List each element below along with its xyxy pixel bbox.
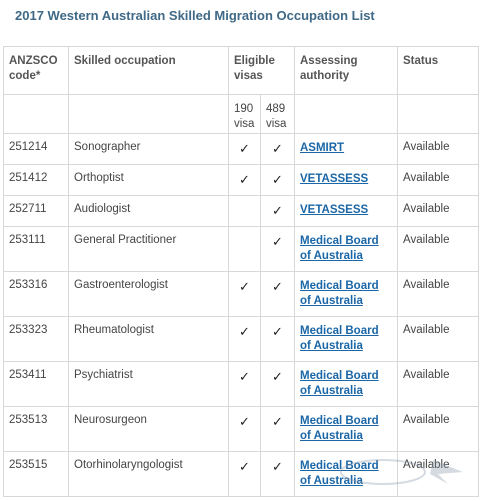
cell-assessing-authority (295, 317, 398, 362)
cell-code (4, 196, 69, 227)
authority-link[interactable] (300, 172, 393, 187)
authority-link-line-1: Medical Board (300, 370, 379, 382)
cell-code-text: 251412 (9, 172, 48, 184)
cell-occupation-text: Audiologist (74, 203, 131, 215)
cell-status (398, 317, 479, 362)
cell-occupation-text: Orthoptist (74, 172, 124, 184)
cell-visa-489 (261, 407, 295, 452)
authority-link[interactable] (300, 279, 393, 309)
authority-link[interactable] (300, 414, 393, 444)
authority-link[interactable] (300, 459, 393, 489)
authority-link[interactable] (300, 203, 393, 218)
cell-occupation (69, 317, 229, 362)
cell-visa-190 (229, 317, 261, 362)
authority-link[interactable] (300, 369, 393, 399)
cell-assessing-authority (295, 165, 398, 196)
cell-visa-190 (229, 165, 261, 196)
subheader-empty-code (4, 95, 69, 134)
check-icon: ✓ (239, 279, 250, 294)
check-icon: ✓ (272, 324, 283, 339)
cell-status (398, 407, 479, 452)
authority-link-line-1: ASMIRT (300, 142, 345, 154)
cell-occupation (69, 407, 229, 452)
cell-status-text: Available (403, 414, 450, 426)
cell-occupation-text: Psychiatrist (74, 369, 133, 381)
check-icon: ✓ (272, 234, 283, 249)
cell-code (4, 407, 69, 452)
cell-status-text: Available (403, 369, 450, 381)
cell-status-text: Available (403, 234, 450, 246)
cell-status-text: Available (403, 459, 450, 471)
cell-assessing-authority (295, 407, 398, 452)
authority-link-line-1: Medical Board (300, 325, 379, 337)
cell-code (4, 362, 69, 407)
check-icon: ✓ (272, 369, 283, 384)
cell-occupation-text: General Practitioner (74, 234, 177, 246)
table-row (4, 272, 479, 317)
cell-visa-190 (229, 272, 261, 317)
cell-assessing-authority (295, 452, 398, 497)
authority-link[interactable] (300, 234, 393, 264)
authority-link-line-1: VETASSESS (300, 204, 369, 216)
cell-code (4, 317, 69, 362)
cell-visa-190 (229, 196, 261, 227)
subheader-empty-status (398, 95, 479, 134)
cell-visa-489 (261, 196, 295, 227)
cell-occupation (69, 452, 229, 497)
cell-status-text: Available (403, 203, 450, 215)
cell-visa-190 (229, 407, 261, 452)
cell-visa-190 (229, 452, 261, 497)
cell-assessing-authority (295, 196, 398, 227)
cell-occupation (69, 165, 229, 196)
cell-code (4, 452, 69, 497)
cell-status (398, 452, 479, 497)
cell-status-text: Available (403, 141, 450, 153)
authority-link-line-1: Medical Board (300, 415, 379, 427)
cell-assessing-authority (295, 362, 398, 407)
check-icon: ✓ (239, 141, 250, 156)
cell-status (398, 134, 479, 165)
cell-occupation (69, 134, 229, 165)
table-row (4, 196, 479, 227)
table-subheader-row (4, 95, 479, 134)
cell-assessing-authority (295, 227, 398, 272)
subheader-empty-authority (295, 95, 398, 134)
check-icon: ✓ (239, 459, 250, 474)
cell-code (4, 227, 69, 272)
header-occupation: Skilled occupation (69, 47, 229, 95)
authority-link-line-1: VETASSESS (300, 173, 369, 185)
cell-status-text: Available (403, 324, 450, 336)
cell-code-text: 253513 (9, 414, 48, 426)
table-row (4, 165, 479, 196)
cell-visa-489 (261, 227, 295, 272)
subheader-empty-occupation (69, 95, 229, 134)
cell-visa-489 (261, 452, 295, 497)
cell-occupation-text: Rheumatologist (74, 324, 154, 336)
cell-occupation-text: Sonographer (74, 141, 141, 153)
authority-link-line-2: of Australia (300, 340, 363, 352)
cell-visa-489 (261, 362, 295, 407)
table-row (4, 317, 479, 362)
check-icon: ✓ (272, 172, 283, 187)
cell-assessing-authority (295, 134, 398, 165)
authority-link-line-2: of Australia (300, 430, 363, 442)
cell-visa-190 (229, 227, 261, 272)
check-icon: ✓ (239, 369, 250, 384)
table-header-row (4, 47, 479, 95)
check-icon: ✓ (272, 203, 283, 218)
table-row (4, 134, 479, 165)
table-row (4, 407, 479, 452)
authority-link[interactable] (300, 324, 393, 354)
check-icon: ✓ (239, 414, 250, 429)
cell-status (398, 362, 479, 407)
cell-code (4, 272, 69, 317)
cell-code-text: 253323 (9, 324, 48, 336)
authority-link-line-2: of Australia (300, 475, 363, 487)
cell-code-text: 252711 (9, 203, 47, 215)
cell-visa-489 (261, 317, 295, 362)
check-icon: ✓ (239, 324, 250, 339)
cell-status (398, 165, 479, 196)
cell-code (4, 134, 69, 165)
cell-occupation-text: Otorhinolaryngologist (74, 459, 183, 471)
table-row (4, 452, 479, 497)
cell-occupation (69, 362, 229, 407)
check-icon: ✓ (272, 414, 283, 429)
check-icon: ✓ (272, 141, 283, 156)
cell-visa-489 (261, 165, 295, 196)
authority-link-line-1: Medical Board (300, 280, 379, 292)
subheader-visa-489: 489 visa (261, 95, 295, 134)
cell-code-text: 253111 (9, 234, 46, 246)
cell-assessing-authority (295, 272, 398, 317)
authority-link[interactable] (300, 141, 393, 156)
cell-status-text: Available (403, 279, 450, 291)
table-row (4, 227, 479, 272)
subheader-visa-190: 190 visa (229, 95, 261, 134)
check-icon: ✓ (239, 172, 250, 187)
cell-occupation (69, 227, 229, 272)
cell-visa-190 (229, 362, 261, 407)
authority-link-line-1: Medical Board (300, 235, 379, 247)
occupation-table (3, 46, 479, 497)
cell-status (398, 272, 479, 317)
cell-code-text: 253515 (9, 459, 48, 471)
cell-code-text: 251214 (9, 141, 48, 153)
page-title: 2017 Western Australian Skilled Migration Occupation List (15, 8, 375, 23)
cell-visa-190 (229, 134, 261, 165)
check-icon: ✓ (272, 279, 283, 294)
check-icon: ✓ (272, 459, 283, 474)
cell-occupation (69, 272, 229, 317)
header-code: ANZSCO code* (4, 47, 69, 95)
cell-code-text: 253411 (9, 369, 47, 381)
cell-status (398, 227, 479, 272)
header-status: Status (398, 47, 479, 95)
cell-code (4, 165, 69, 196)
authority-link-line-2: of Australia (300, 295, 363, 307)
cell-occupation-text: Gastroenterologist (74, 279, 168, 291)
cell-visa-489 (261, 134, 295, 165)
authority-link-line-2: of Australia (300, 385, 363, 397)
cell-status-text: Available (403, 172, 450, 184)
cell-status (398, 196, 479, 227)
authority-link-line-2: of Australia (300, 250, 363, 262)
header-assessing-authority: Assessing authority (295, 47, 398, 95)
header-eligible-visas: Eligible visas (229, 47, 295, 95)
authority-link-line-1: Medical Board (300, 460, 379, 472)
cell-occupation-text: Neurosurgeon (74, 414, 147, 426)
cell-visa-489 (261, 272, 295, 317)
cell-code-text: 253316 (9, 279, 48, 291)
cell-occupation (69, 196, 229, 227)
table-row (4, 362, 479, 407)
